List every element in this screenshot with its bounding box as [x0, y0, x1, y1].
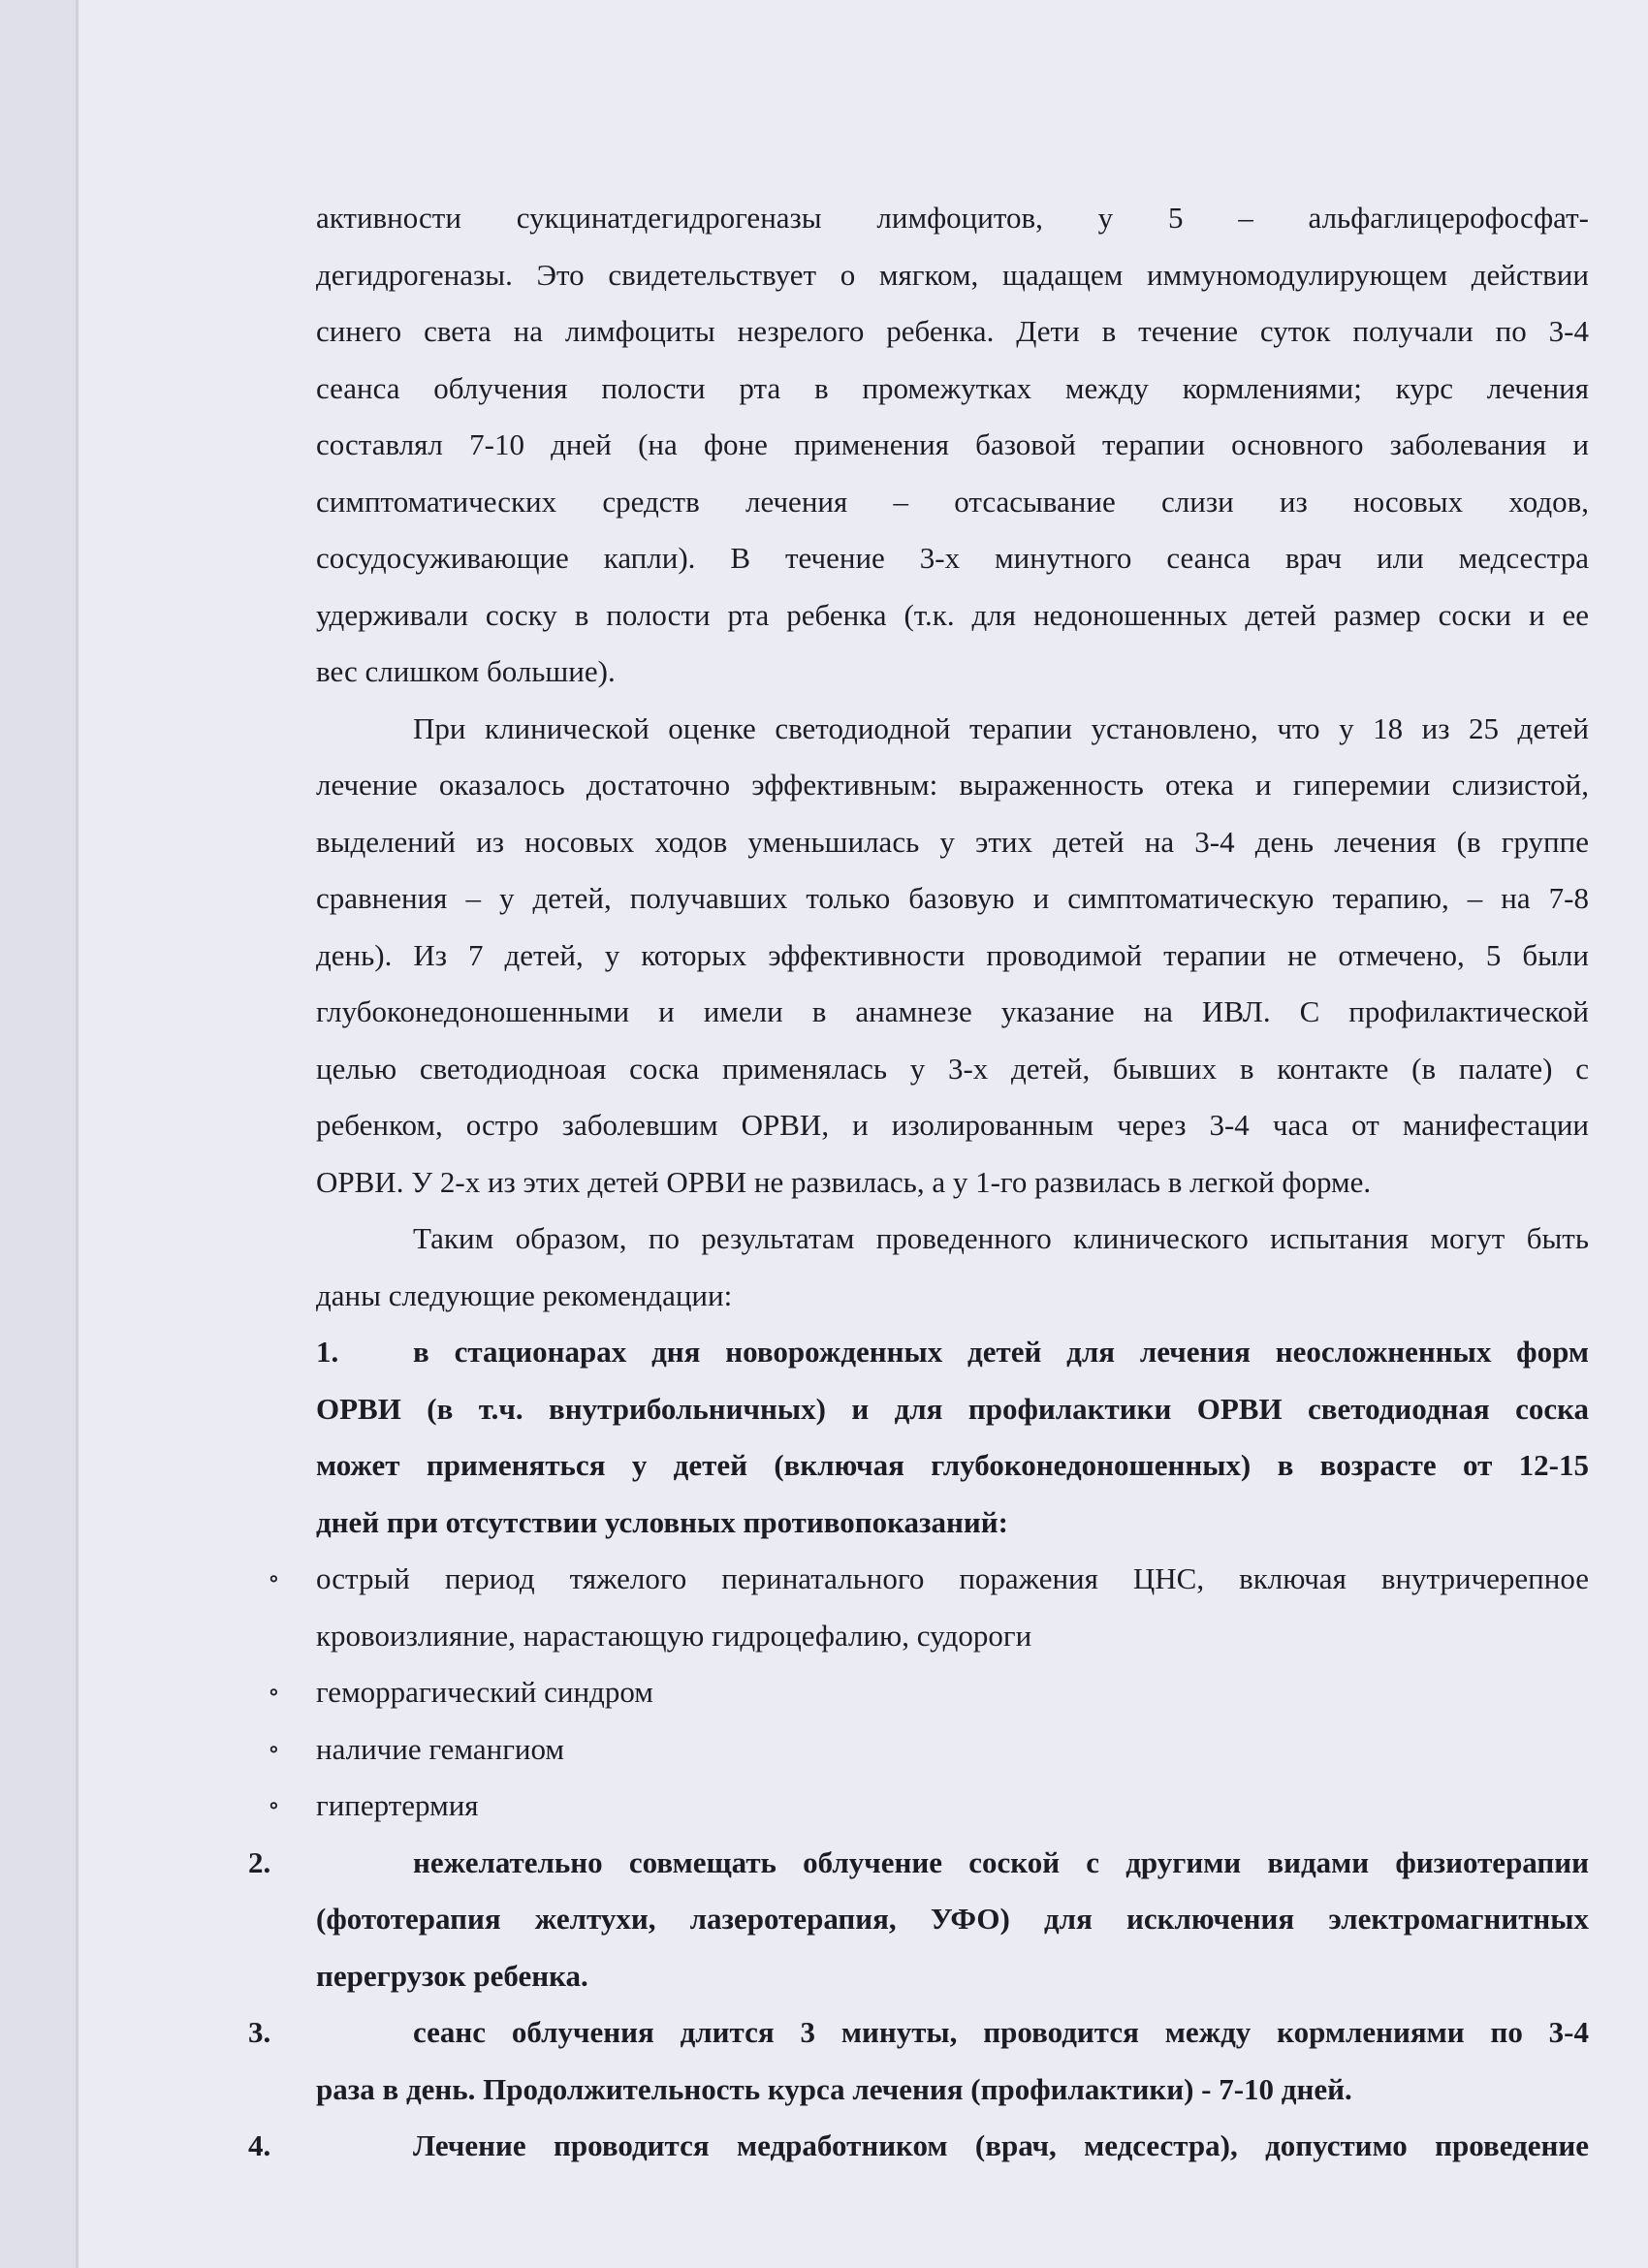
text-line: сосудосуживающие капли). В течение 3-х минутного сеанса врач или медсестра: [316, 541, 1589, 575]
text-line: удерживали соску в полости рта ребенка (т.к. для недоношенных детей размер соски и ее: [316, 597, 1589, 632]
text-line: дегидрогеназы. Это свидетельствует о мягком, щадащем иммуномодулирующем действии: [316, 257, 1589, 292]
text-line: в стационарах дня новорожденных детей для лечения неосложненных форм: [413, 1335, 1589, 1369]
text-line: острый период тяжелого перинатального поражения ЦНС, включая внутричерепное: [316, 1561, 1589, 1595]
text-line: наличие гемангиом: [316, 1731, 565, 1766]
text-line: сеанс облучения длится 3 минуты, проводится между кормлениями по 3-4: [413, 2015, 1589, 2049]
text-line: При клинической оценке светодиодной терапии установлено, что у 18 из 25 детей: [413, 710, 1589, 745]
text-line: Таким образом, по результатам проведенного клинического испытания могут быть: [413, 1221, 1589, 1255]
text-line: гипертермия: [316, 1788, 479, 1822]
text-line: даны следующие рекомендации:: [316, 1277, 733, 1312]
item-number: 1.: [316, 1335, 339, 1369]
item-number: 3.: [248, 2015, 271, 2049]
bullet-icon: ∘: [268, 1678, 280, 1706]
contraindication-list: [268, 1551, 1589, 1835]
item-number: 4.: [248, 2128, 271, 2162]
text-line: ОРВИ (в т.ч. внутрибольничных) и для профилактики ОРВИ светодиодная соска: [316, 1391, 1589, 1426]
text-line: нежелательно совмещать облучение соской с другими видами физиотерапии: [413, 1844, 1589, 1879]
text-line: Лечение проводится медработником (врач, медсестра), допустимо проведение: [413, 2128, 1589, 2162]
recommendation-item-3: [248, 2004, 1589, 2118]
list-item: [268, 1721, 1589, 1779]
list-item: [268, 1664, 1589, 1721]
text-line: дней при отсутствии условных противопоказаний:: [316, 1504, 1008, 1539]
paragraph-2: [316, 701, 1589, 1212]
document-body: [248, 190, 1589, 2175]
text-line: вес слишком большие).: [316, 654, 616, 688]
text-line: день). Из 7 детей, у которых эффективности проводимой терапии не отмечено, 5 были: [316, 937, 1589, 972]
list-item: [268, 1778, 1589, 1835]
text-line: перегрузок ребенка.: [316, 1958, 588, 1993]
text-line: целью светодиодноая соска применялась у 3-х детей, бывших в контакте (в палате) с: [316, 1051, 1589, 1086]
text-line: глубоконедоношенными и имели в анамнезе указание на ИВЛ. С профилактической: [316, 994, 1589, 1028]
text-line: геморрагический синдром: [316, 1675, 653, 1709]
text-line: (фототерапия желтухи, лазеротерапия, УФО) для исключения электромагнитных: [316, 1902, 1589, 1936]
recommendation-item-1: [316, 1324, 1589, 1551]
text-line: симптоматических средств лечения – отсасывание слизи из носовых ходов,: [316, 484, 1589, 519]
bullet-icon: ∘: [268, 1564, 280, 1592]
text-line: кровоизлияние, нарастающую гидроцефалию, судороги: [316, 1618, 1032, 1653]
paragraph-3: [316, 1211, 1589, 1324]
text-line: составлял 7-10 дней (на фоне применения базовой терапии основного заболевания и: [316, 427, 1589, 461]
text-line: выделений из носовых ходов уменьшилась у этих детей на 3-4 день лечения (в группе: [316, 824, 1589, 859]
text-line: сеанса облучения полости рта в промежутках между кормлениями; курс лечения: [316, 370, 1589, 405]
paragraph-1: [316, 190, 1589, 701]
text-line: лечение оказалось достаточно эффективным: выраженность отека и гиперемии слизистой,: [316, 768, 1589, 802]
document-page: [76, 0, 1648, 2268]
text-line: сравнения – у детей, получавших только базовую и симптоматическую терапию, – на 7-8: [316, 881, 1589, 915]
text-line: активности сукцинатдегидрогеназы лимфоцитов, у 5 – альфаглицерофосфат-: [316, 201, 1589, 235]
text-line: может применяться у детей (включая глубоконедоношенных) в возрасте от 12-15: [316, 1448, 1589, 1482]
list-item: [268, 1551, 1589, 1664]
recommendation-item-4: [248, 2118, 1589, 2175]
text-line: раза в день. Продолжительность курса лечения (профилактики) - 7-10 дней.: [316, 2071, 1352, 2106]
text-line: синего света на лимфоциты незрелого ребенка. Дети в течение суток получали по 3-4: [316, 314, 1589, 348]
text-line: ребенком, остро заболевшим ОРВИ, и изолированным через 3-4 часа от манифестации: [316, 1108, 1589, 1142]
bullet-icon: ∘: [268, 1734, 280, 1763]
recommendation-item-2: [248, 1835, 1589, 2005]
item-number: 2.: [248, 1844, 271, 1879]
bullet-icon: ∘: [268, 1791, 280, 1819]
text-line: ОРВИ. У 2-х из этих детей ОРВИ не развилась, а у 1-го развилась в легкой форме.: [316, 1164, 1372, 1199]
